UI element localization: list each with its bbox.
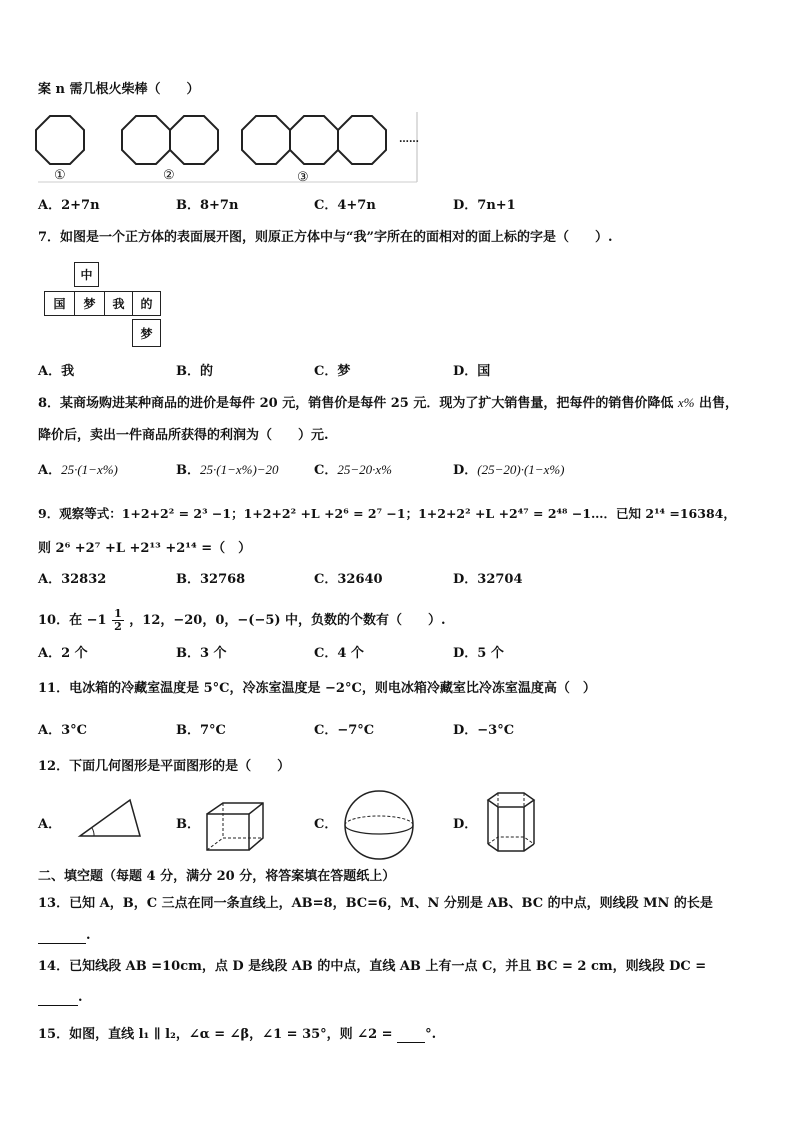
continuation-dots: …… bbox=[399, 134, 419, 145]
q12-option-a: A． bbox=[38, 817, 62, 832]
q8-stem-tail: 出售， bbox=[699, 396, 739, 411]
q8-stem-line1 bbox=[38, 395, 738, 412]
q8-option-c: C．25−20·x% bbox=[314, 462, 392, 478]
figure-label-3: ③ bbox=[297, 170, 309, 185]
q12-option-c: C． bbox=[314, 817, 338, 832]
q13-answer-line: . bbox=[38, 928, 91, 944]
triangle-angle-figure bbox=[64, 790, 144, 846]
figure-label-1: ① bbox=[54, 168, 66, 183]
q8-x-percent: x% bbox=[677, 395, 695, 410]
octagon-2a bbox=[122, 116, 170, 164]
q7-stem: 7．如图是一个正方体的表面展开图，则原正方体中与“我”字所在的面相对的面上标的字是（ ）. bbox=[38, 230, 613, 245]
octagon-1 bbox=[36, 116, 84, 164]
q6-option-b: B．8+7n bbox=[176, 198, 239, 213]
q6-option-d: D．7n+1 bbox=[453, 198, 516, 213]
matchstick-octagon-figure bbox=[34, 108, 424, 188]
q14-blank[interactable] bbox=[38, 993, 78, 1006]
q8-expr-a: 25·(1−x%) bbox=[61, 462, 118, 477]
q12-option-b: B． bbox=[176, 817, 200, 832]
q10-option-d: D．5 个 bbox=[453, 646, 504, 661]
q12-option-d: D． bbox=[453, 817, 478, 832]
q6-stem: 案 n 需几根火柴棒（ ） bbox=[38, 82, 200, 97]
q10-fraction: $\frac{1}{2}$ bbox=[114, 607, 122, 633]
hexagonal-prism-figure bbox=[478, 790, 544, 856]
q7-option-c: C．梦 bbox=[314, 364, 351, 379]
q11-option-b: B．7°C bbox=[176, 723, 226, 738]
q15-blank[interactable] bbox=[397, 1030, 425, 1043]
octagon-3a bbox=[242, 116, 290, 164]
q8-stem-text: 8．某商场购进某种商品的进价是每件 20 元，销售价是每件 25 元．现为了扩大销售量，把每件的销售价降低 bbox=[38, 396, 674, 411]
cube-net bbox=[44, 262, 164, 348]
q8-option-d: D．(25−20)·(1−x%) bbox=[453, 462, 565, 478]
q6-option-c: C．4+7n bbox=[314, 198, 376, 213]
q10-stem bbox=[38, 608, 446, 633]
sphere-figure bbox=[342, 788, 416, 862]
octagon-3c bbox=[338, 116, 386, 164]
q10-stem-end: ，12，−20，0，−(−5) 中，负数的个数有（ ）. bbox=[129, 613, 446, 628]
q8-option-b: B．25·(1−x%)−20 bbox=[176, 462, 279, 478]
q9-stem-line2: 则 2⁶ +2⁷ +L +2¹³ +2¹⁴ =（ ） bbox=[38, 541, 252, 556]
q13-blank[interactable] bbox=[38, 931, 86, 944]
net-face-meng-1: 梦 bbox=[74, 291, 105, 316]
q7-option-d: D．国 bbox=[453, 364, 491, 379]
q9-option-b: B．32768 bbox=[176, 572, 246, 587]
q10-stem-start: 10．在 −1 bbox=[38, 613, 107, 628]
q9-option-a: A．32832 bbox=[38, 572, 107, 587]
net-face-zhong: 中 bbox=[74, 262, 99, 287]
q15-stem: 15．如图，直线 l₁ ∥ l₂，∠α = ∠β，∠1 = 35°，则 ∠2 = °. bbox=[38, 1027, 437, 1042]
section-2-heading: 二、填空题（每题 4 分，满分 20 分，将答案填在答题纸上） bbox=[38, 869, 396, 884]
q10-option-b: B．3 个 bbox=[176, 646, 227, 661]
q14-stem: 14．已知线段 AB =10cm，点 D 是线段 AB 的中点，直线 AB 上有一点 C，并且 BC = 2 cm，则线段 DC = bbox=[38, 959, 707, 974]
net-face-wo: 我 bbox=[104, 291, 133, 316]
q8-option-a: A．25·(1−x%) bbox=[38, 462, 118, 478]
q10-option-c: C．4 个 bbox=[314, 646, 364, 661]
q8-expr-d: (25−20)·(1−x%) bbox=[477, 462, 565, 477]
q13-stem: 13．已知 A，B，C 三点在同一条直线上，AB=8，BC=6，M、N 分别是 AB、BC 的中点，则线段 MN 的长是 bbox=[38, 896, 713, 911]
q14-answer-line: . bbox=[38, 990, 83, 1006]
q6-option-a: A．2+7n bbox=[38, 198, 100, 213]
q7-option-a: A．我 bbox=[38, 364, 75, 379]
octagon-3b bbox=[290, 116, 338, 164]
q11-stem: 11．电冰箱的冷藏室温度是 5°C，冷冻室温度是 −2°C，则电冰箱冷藏室比冷冻室温度高（ ） bbox=[38, 681, 596, 696]
q12-stem: 12．下面几何图形是平面图形的是（ ） bbox=[38, 759, 291, 774]
q9-option-c: C．32640 bbox=[314, 572, 383, 587]
net-face-meng-2: 梦 bbox=[132, 319, 161, 347]
net-face-guo: 国 bbox=[44, 291, 75, 316]
q9-option-d: D．32704 bbox=[453, 572, 523, 587]
net-face-de: 的 bbox=[132, 291, 161, 316]
q8-expr-c: 25−20·x% bbox=[337, 462, 392, 477]
figure-label-2: ② bbox=[163, 168, 175, 183]
q11-option-a: A．3°C bbox=[38, 723, 87, 738]
q8-stem-line2: 降价后，卖出一件商品所获得的利润为（ ）元. bbox=[38, 428, 329, 443]
octagon-2b bbox=[170, 116, 218, 164]
q11-option-d: D．−3°C bbox=[453, 723, 515, 738]
q7-option-b: B．的 bbox=[176, 364, 213, 379]
cube-figure bbox=[204, 800, 268, 852]
q11-option-c: C．−7°C bbox=[314, 723, 375, 738]
q9-stem-line1: 9．观察等式：1+2+2² = 2³ −1；1+2+2² +L +2⁶ = 2⁷ −1；1+2+2² +L +2⁴⁷ = 2⁴⁸ −1…．已知 2¹⁴ =16384， bbox=[38, 506, 736, 521]
q8-expr-b: 25·(1−x%)−20 bbox=[200, 462, 279, 477]
q10-option-a: A．2 个 bbox=[38, 646, 88, 661]
